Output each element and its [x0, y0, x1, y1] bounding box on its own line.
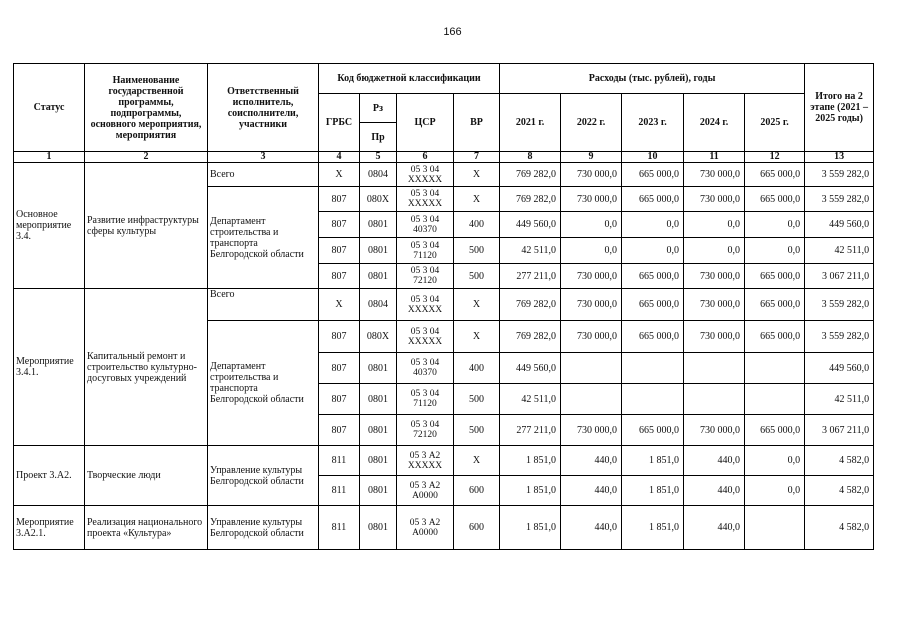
value-total: 3 067 211,0	[805, 415, 874, 446]
col-number: 5	[360, 152, 397, 163]
vr-cell: X	[454, 321, 500, 353]
value-2021: 1 851,0	[500, 506, 561, 550]
value-total: 3 559 282,0	[805, 289, 874, 321]
csr-cell: 05 3 04 40370	[397, 212, 454, 238]
value-2021: 449 560,0	[500, 212, 561, 238]
header-2023: 2023 г.	[622, 94, 684, 152]
value-2024: 730 000,0	[684, 415, 745, 446]
rzpr-cell: 0801	[360, 476, 397, 506]
value-total: 3 067 211,0	[805, 264, 874, 289]
rzpr-cell: 0801	[360, 384, 397, 415]
header-status: Статус	[14, 64, 85, 152]
value-2023: 665 000,0	[622, 415, 684, 446]
grbs-cell: 807	[319, 415, 360, 446]
table-row	[14, 506, 874, 550]
value-2025: 0,0	[745, 212, 805, 238]
value-2025: 665 000,0	[745, 264, 805, 289]
value-2025	[745, 353, 805, 384]
csr-cell: 05 3 04 XXXXX	[397, 289, 454, 321]
value-2023: 0,0	[622, 238, 684, 264]
rzpr-cell: 0801	[360, 212, 397, 238]
value-2025: 665 000,0	[745, 415, 805, 446]
rzpr-cell: 0801	[360, 238, 397, 264]
header-name: Наименование государственной программы, подпрограммы, основного мероприятия, мероприятия	[85, 64, 208, 152]
header-responsible: Ответственный исполнитель, соисполнители, участники	[208, 64, 319, 152]
budget-table	[13, 63, 874, 550]
rzpr-cell: 0804	[360, 289, 397, 321]
vr-cell: X	[454, 446, 500, 476]
value-2024: 440,0	[684, 476, 745, 506]
grbs-cell: 807	[319, 321, 360, 353]
table-row	[14, 163, 874, 187]
col-number: 4	[319, 152, 360, 163]
grbs-cell: 811	[319, 506, 360, 550]
rzpr-cell: 0801	[360, 415, 397, 446]
col-number: 6	[397, 152, 454, 163]
value-2021: 769 282,0	[500, 321, 561, 353]
col-number: 7	[454, 152, 500, 163]
value-2025: 665 000,0	[745, 163, 805, 187]
value-total: 449 560,0	[805, 353, 874, 384]
value-2022: 0,0	[561, 238, 622, 264]
header-2022: 2022 г.	[561, 94, 622, 152]
rzpr-cell: 0801	[360, 446, 397, 476]
value-2021: 769 282,0	[500, 289, 561, 321]
csr-cell: 05 3 А2 XXXXX	[397, 446, 454, 476]
value-2021: 277 211,0	[500, 264, 561, 289]
rzpr-cell: 0801	[360, 353, 397, 384]
header-total: Итого на 2 этапе (2021 – 2025 годы)	[805, 64, 874, 152]
table-row	[14, 289, 874, 321]
csr-cell: 05 3 04 71120	[397, 238, 454, 264]
value-2021: 277 211,0	[500, 415, 561, 446]
value-2024: 440,0	[684, 446, 745, 476]
header-pr: Пр	[360, 123, 397, 152]
value-2021: 42 511,0	[500, 384, 561, 415]
header-2024: 2024 г.	[684, 94, 745, 152]
value-2025: 665 000,0	[745, 187, 805, 212]
value-2022: 440,0	[561, 476, 622, 506]
vr-cell: 600	[454, 506, 500, 550]
col-number: 10	[622, 152, 684, 163]
value-total: 42 511,0	[805, 384, 874, 415]
value-2022: 730 000,0	[561, 264, 622, 289]
csr-cell: 05 3 04 XXXXX	[397, 187, 454, 212]
value-2023: 1 851,0	[622, 476, 684, 506]
value-2022: 440,0	[561, 446, 622, 476]
value-2023: 665 000,0	[622, 264, 684, 289]
page-number: 166	[443, 26, 462, 38]
value-2021: 769 282,0	[500, 163, 561, 187]
status-cell: Мероприятие 3.А2.1.	[14, 506, 85, 550]
value-2023: 665 000,0	[622, 289, 684, 321]
csr-cell: 05 3 04 XXXXX	[397, 321, 454, 353]
value-2024: 0,0	[684, 238, 745, 264]
value-2023	[622, 384, 684, 415]
value-2023: 665 000,0	[622, 163, 684, 187]
col-number: 9	[561, 152, 622, 163]
rzpr-cell: 080X	[360, 321, 397, 353]
value-2021: 1 851,0	[500, 446, 561, 476]
responsible-cell: Управление культуры Белгородской области	[208, 506, 319, 550]
value-2023: 0,0	[622, 212, 684, 238]
csr-cell: 05 3 04 40370	[397, 353, 454, 384]
value-2024: 0,0	[684, 212, 745, 238]
grbs-cell: 811	[319, 476, 360, 506]
value-2021: 42 511,0	[500, 238, 561, 264]
csr-cell: 05 3 04 72120	[397, 264, 454, 289]
vr-cell: X	[454, 289, 500, 321]
header-grbs: ГРБС	[319, 94, 360, 152]
value-2022: 730 000,0	[561, 415, 622, 446]
responsible-cell: Управление культуры Белгородской области	[208, 446, 319, 506]
value-2022: 730 000,0	[561, 187, 622, 212]
value-2024: 730 000,0	[684, 163, 745, 187]
value-2024: 730 000,0	[684, 264, 745, 289]
grbs-cell: 807	[319, 187, 360, 212]
grbs-cell: 807	[319, 264, 360, 289]
grbs-cell: X	[319, 289, 360, 321]
col-number: 8	[500, 152, 561, 163]
col-number: 13	[805, 152, 874, 163]
grbs-cell: 807	[319, 238, 360, 264]
grbs-cell: X	[319, 163, 360, 187]
csr-cell: 05 3 04 XXXXX	[397, 163, 454, 187]
status-cell: Проект 3.А2.	[14, 446, 85, 506]
value-2023	[622, 353, 684, 384]
value-2023: 1 851,0	[622, 506, 684, 550]
value-2024	[684, 353, 745, 384]
header-2025: 2025 г.	[745, 94, 805, 152]
value-2025: 665 000,0	[745, 321, 805, 353]
value-2022	[561, 353, 622, 384]
header-expenses: Расходы (тыс. рублей), годы	[500, 64, 805, 94]
name-cell: Развитие инфраструктуры сферы культуры	[85, 163, 208, 289]
vr-cell: X	[454, 187, 500, 212]
header-2021: 2021 г.	[500, 94, 561, 152]
responsible-cell: Всего	[208, 289, 319, 321]
csr-cell: 05 3 04 72120	[397, 415, 454, 446]
value-2024: 730 000,0	[684, 321, 745, 353]
grbs-cell: 807	[319, 384, 360, 415]
col-number: 2	[85, 152, 208, 163]
column-number-row	[14, 152, 874, 163]
responsible-cell: Всего	[208, 163, 319, 187]
grbs-cell: 807	[319, 212, 360, 238]
rzpr-cell: 0804	[360, 163, 397, 187]
table-header	[14, 64, 874, 163]
value-2025	[745, 384, 805, 415]
value-total: 3 559 282,0	[805, 321, 874, 353]
header-rz: Рз	[360, 94, 397, 123]
value-2024: 440,0	[684, 506, 745, 550]
col-number: 11	[684, 152, 745, 163]
name-cell: Реализация национального проекта «Культура»	[85, 506, 208, 550]
value-2024: 730 000,0	[684, 289, 745, 321]
value-total: 3 559 282,0	[805, 187, 874, 212]
value-2024	[684, 384, 745, 415]
value-2023: 665 000,0	[622, 321, 684, 353]
name-cell: Капитальный ремонт и строительство культурно-досуговых учреждений	[85, 289, 208, 446]
vr-cell: 400	[454, 353, 500, 384]
vr-cell: 600	[454, 476, 500, 506]
value-2021: 1 851,0	[500, 476, 561, 506]
value-2025: 0,0	[745, 238, 805, 264]
grbs-cell: 811	[319, 446, 360, 476]
value-2024: 730 000,0	[684, 187, 745, 212]
value-total: 4 582,0	[805, 506, 874, 550]
header-vr: ВР	[454, 94, 500, 152]
value-2022: 0,0	[561, 212, 622, 238]
col-number: 3	[208, 152, 319, 163]
grbs-cell: 807	[319, 353, 360, 384]
col-number: 1	[14, 152, 85, 163]
value-2021: 769 282,0	[500, 187, 561, 212]
vr-cell: 400	[454, 212, 500, 238]
header-csr: ЦСР	[397, 94, 454, 152]
rzpr-cell: 080X	[360, 187, 397, 212]
vr-cell: 500	[454, 415, 500, 446]
value-total: 42 511,0	[805, 238, 874, 264]
vr-cell: 500	[454, 264, 500, 289]
value-2022	[561, 384, 622, 415]
value-2025	[745, 506, 805, 550]
status-cell: Мероприятие 3.4.1.	[14, 289, 85, 446]
table-row	[14, 446, 874, 476]
value-2023: 1 851,0	[622, 446, 684, 476]
value-total: 4 582,0	[805, 476, 874, 506]
table-body	[14, 163, 874, 550]
value-total: 4 582,0	[805, 446, 874, 476]
rzpr-cell: 0801	[360, 264, 397, 289]
value-2025: 0,0	[745, 476, 805, 506]
csr-cell: 05 3 04 71120	[397, 384, 454, 415]
rzpr-cell: 0801	[360, 506, 397, 550]
vr-cell: X	[454, 163, 500, 187]
responsible-cell: Департамент строительства и транспорта Белгородской области	[208, 321, 319, 446]
value-2025: 665 000,0	[745, 289, 805, 321]
value-2022: 730 000,0	[561, 289, 622, 321]
status-cell: Основное мероприятие 3.4.	[14, 163, 85, 289]
csr-cell: 05 3 А2 А0000	[397, 506, 454, 550]
name-cell: Творческие люди	[85, 446, 208, 506]
col-number: 12	[745, 152, 805, 163]
csr-cell: 05 3 А2 А0000	[397, 476, 454, 506]
value-2025: 0,0	[745, 446, 805, 476]
header-budget-code: Код бюджетной классификации	[319, 64, 500, 94]
vr-cell: 500	[454, 238, 500, 264]
value-2021: 449 560,0	[500, 353, 561, 384]
value-2022: 440,0	[561, 506, 622, 550]
value-total: 3 559 282,0	[805, 163, 874, 187]
value-2023: 665 000,0	[622, 187, 684, 212]
value-total: 449 560,0	[805, 212, 874, 238]
vr-cell: 500	[454, 384, 500, 415]
responsible-cell: Департамент строительства и транспорта Белгородской области	[208, 187, 319, 289]
value-2022: 730 000,0	[561, 163, 622, 187]
value-2022: 730 000,0	[561, 321, 622, 353]
